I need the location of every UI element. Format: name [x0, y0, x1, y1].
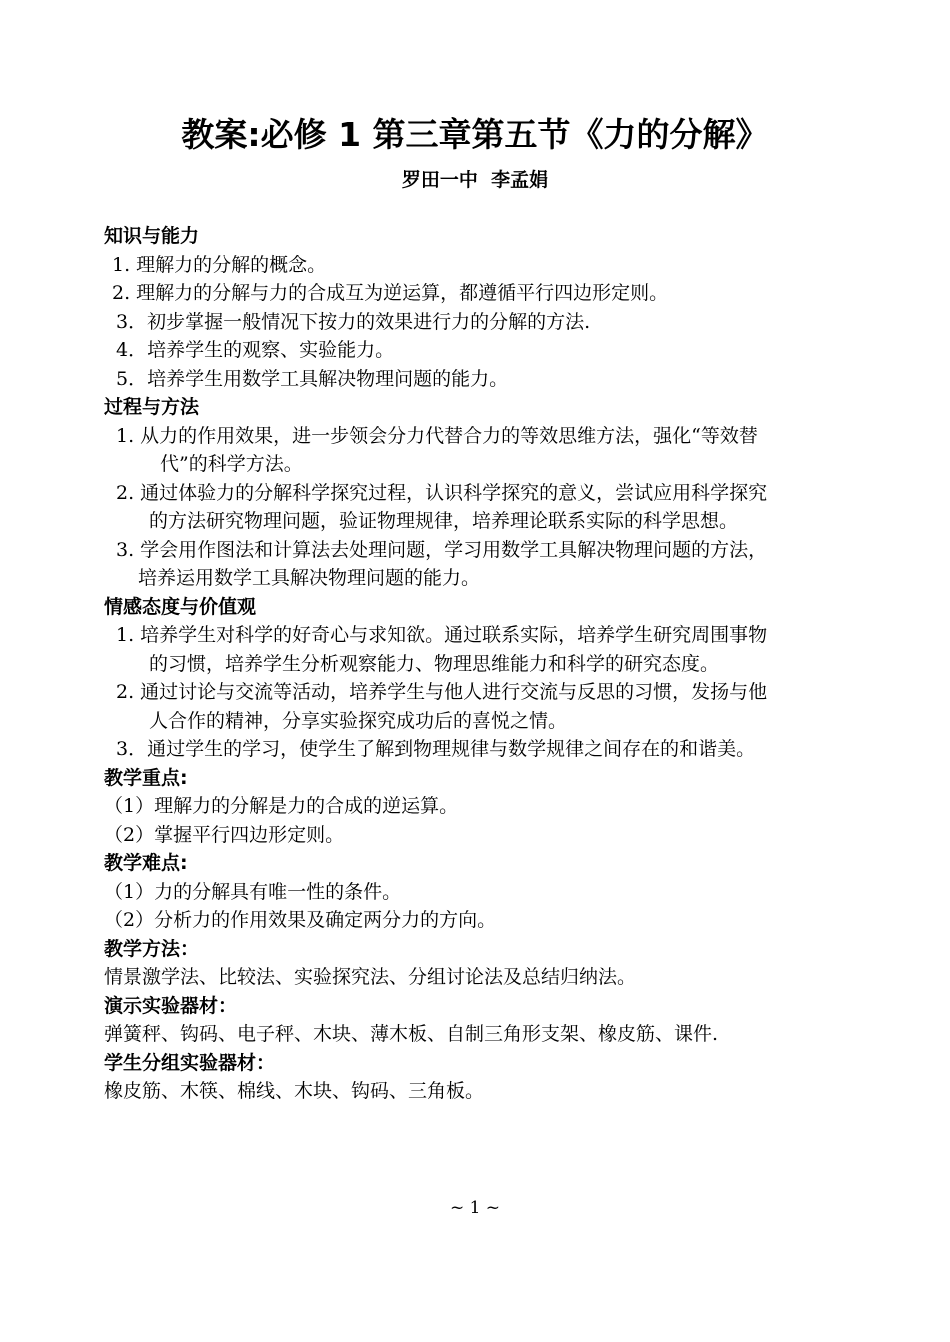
- list-item-line: 人合作的精神，分享实验探究成功后的喜悦之情。: [149, 709, 568, 732]
- student-equipment-text: 橡皮筋、木筷、棉线、木块、钩码、三角板。: [104, 1080, 485, 1102]
- list-item: （2）掌握平行四边形定则。: [104, 823, 345, 846]
- demo-equipment-text: 弹簧秤、钩码、电子秤、木块、薄木板、自制三角形支架、橡皮筋、课件.: [104, 1023, 719, 1045]
- list-item-line: 2. 通过体验力的分解科学探究过程，认识科学探究的意义，尝试应用科学探究: [116, 481, 768, 504]
- list-item: 4．培养学生的观察、实验能力。: [116, 339, 395, 361]
- list-item-line: 3. 学会用作图法和计算法去处理问题，学习用数学工具解决物理问题的方法，: [116, 538, 768, 561]
- section-heading-difficulties: 教学难点:: [104, 852, 188, 874]
- section-heading-process: 过程与方法: [104, 396, 200, 418]
- list-item-line: 的习惯，培养学生分析观察能力、物理思维能力和科学的研究态度。: [149, 652, 720, 675]
- list-item: （1）力的分解具有唯一性的条件。: [104, 880, 402, 903]
- page-title: 教案:必修 1 第三章第五节《力的分解》: [181, 115, 769, 154]
- author-line: 罗田一中 李孟娟: [401, 169, 549, 191]
- methods-text: 情景激学法、比较法、实验探究法、分组讨论法及总结归纳法。: [104, 966, 637, 988]
- section-heading-student-equipment: 学生分组实验器材：: [104, 1051, 276, 1074]
- section-heading-demo-equipment: 演示实验器材：: [104, 994, 238, 1017]
- list-item-line: 培养运用数学工具解决物理问题的能力。: [138, 567, 481, 589]
- list-item-line: 2. 通过讨论与交流等活动，培养学生与他人进行交流与反思的习惯，发扬与他: [116, 681, 768, 703]
- list-item: 1. 理解力的分解的概念。: [112, 253, 327, 276]
- list-item: [104, 479, 852, 536]
- list-item-line: 1. 培养学生对科学的好奇心与求知欲。通过联系实际，培养学生研究周围事物: [116, 624, 768, 646]
- document-body: [104, 222, 852, 1106]
- section-heading-key-points: 教学重点:: [104, 766, 188, 789]
- section-heading-emotion: 情感态度与价值观: [104, 595, 257, 618]
- list-item: （1）理解力的分解是力的合成的逆运算。: [104, 795, 459, 817]
- list-item: [104, 735, 852, 764]
- list-item-line: 的方法研究物理问题，验证物理规律，培养理论联系实际的科学思想。: [149, 510, 739, 532]
- list-item: [104, 678, 852, 735]
- list-item-line: 3．通过学生的学习，使学生了解到物理规律与数学规律之间存在的和谐美。: [116, 738, 756, 760]
- list-item: （2）分析力的作用效果及确定两分力的方向。: [104, 909, 497, 931]
- list-item: [104, 621, 852, 678]
- section-heading-methods: 教学方法：: [104, 937, 200, 960]
- page-number: ~ 1 ~: [449, 1198, 501, 1218]
- section-heading-knowledge: 知识与能力: [104, 225, 200, 247]
- list-item: [104, 422, 852, 479]
- list-item: 5．培养学生用数学工具解决物理问题的能力。: [116, 367, 509, 390]
- list-item: 2. 理解力的分解与力的合成互为逆运算，都遵循平行四边形定则。: [112, 282, 669, 304]
- list-item-line: 1. 从力的作用效果，进一步领会分力代替合力的等效思维方法，强化“等效替: [116, 424, 758, 447]
- list-item-line: 代”的科学方法。: [160, 453, 303, 475]
- list-item: [104, 536, 852, 593]
- list-item: 3．初步掌握一般情况下按力的效果进行力的分解的方法.: [116, 310, 591, 333]
